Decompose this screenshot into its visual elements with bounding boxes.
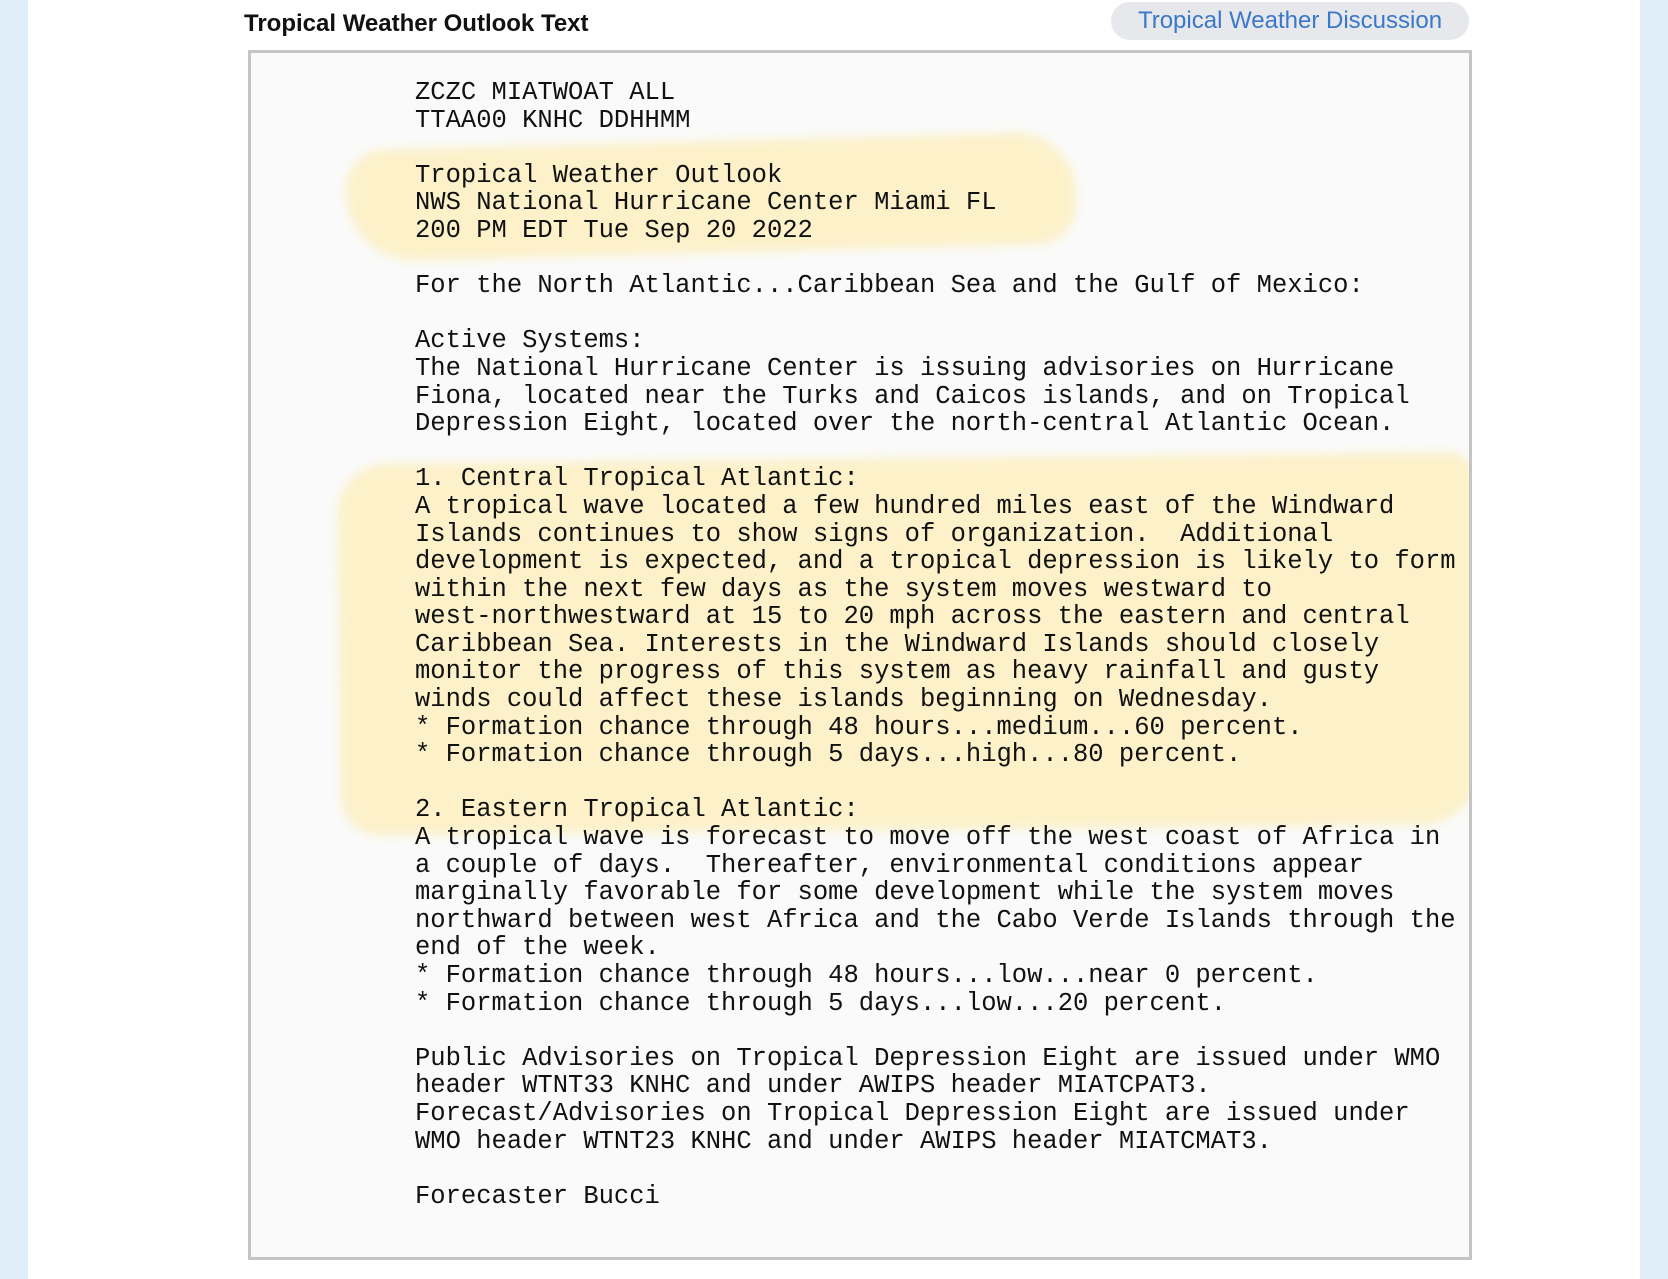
outlook-text: ZCZC MIATWOAT ALL TTAA00 KNHC DDHHMM Tropical Weather Outlook NWS National Hurricane Center Miami FL 200 PM EDT Tue Sep 20 2022 For the North Atlantic...Caribbean Sea and the Gulf of Mexico: Active Systems: The National Hurricane Center is issuing advisories on Hurricane Fiona, located near the Turks and Caicos islands, and on Tropical Depression Eight, located over the north-central Atlantic Ocean. 1. Central Tropical Atlantic: A tropical wave located a few hundred miles east of the Windward Islands continues to show signs of organization. Additional development is expected, and a tropical depression is likely to form within the next few days as the system moves westward to west-northwestward at 15 to 20 mph across the eastern and central Caribbean Sea. Interests in the Windward Islands should closely monitor the progress of this system as heavy rainfall and gusty winds could affect these islands beginning on Wednesday. * Formation chance through 48 hours...medium...60 percent. * Formation chance through 5 days...high...80 percent. 2. Eastern Tropical Atlantic: A tropical wave is forecast to move off the west coast of Africa in a couple of days. Thereafter, environmental conditions appear marginally favorable for some development while the system moves northward between west Africa and the Cabo Verde Islands through the end of the week. * Formation chance through 48 hours...low...near 0 percent. * Formation chance through 5 days...low...20 percent. Public Advisories on Tropical Depression Eight are issued under WMO header WTNT33 KNHC and under AWIPS header MIATCPAT3. Forecast/Advisories on Tropical Depression Eight are issued under WMO header WTNT23 KNHC and under AWIPS header MIATCMAT3. Forecaster Bucci xyxy=(415,78,1456,1211)
tropical-weather-discussion-link[interactable]: Tropical Weather Discussion xyxy=(1111,2,1469,40)
section-title: Tropical Weather Outlook Text xyxy=(244,10,589,37)
page-content xyxy=(28,0,1640,1279)
outlook-text-box xyxy=(248,50,1472,1260)
